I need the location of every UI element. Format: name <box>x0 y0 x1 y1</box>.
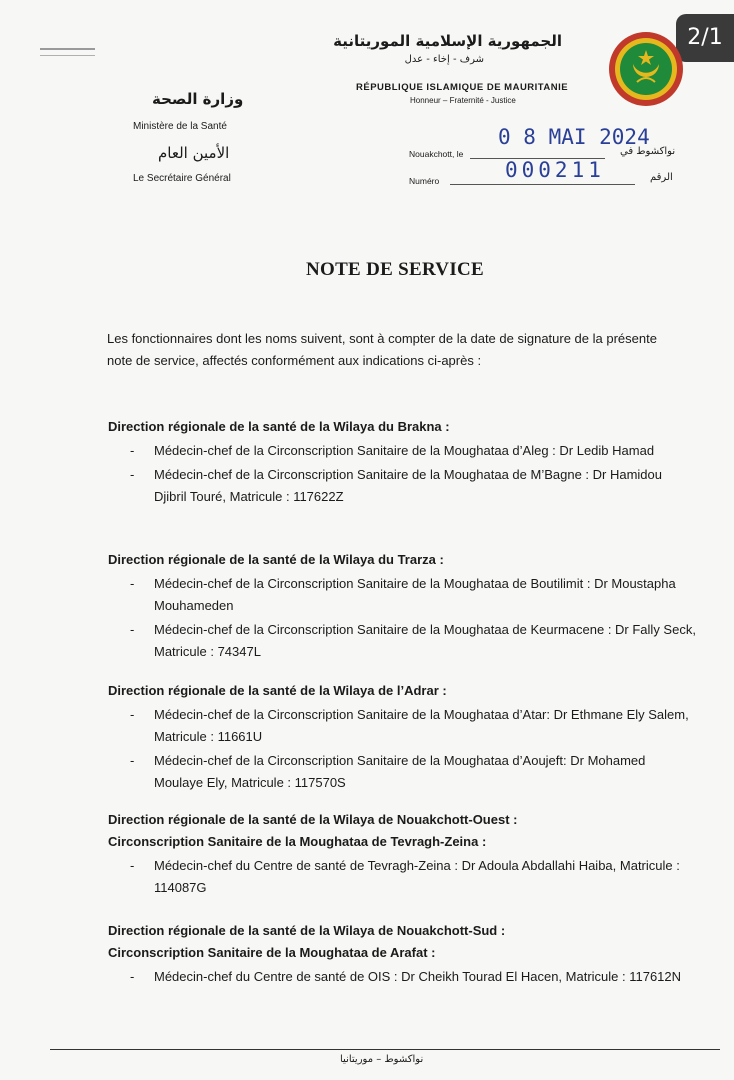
list-item-text: Médecin-chef de la Circonscription Sanitaire de la Moughataa d’Atar: Dr Ethmane Ely Salem, Matricule : 11661U <box>154 707 689 744</box>
arabic-ministry: وزارة الصحة <box>152 90 244 108</box>
arabic-secretary: الأمين العام <box>158 144 230 162</box>
intro-paragraph: Les fonctionnaires dont les noms suivent, sont à compter de la date de signature de la présente note de service, affectés conformément aux indications ci-après : <box>107 331 657 368</box>
section-heading: Direction régionale de la santé de la Wilaya du Trarza : <box>108 552 444 567</box>
document-title: NOTE DE SERVICE <box>305 259 485 280</box>
bullet-dash: - <box>130 969 135 984</box>
arabic-number-label: الرقم <box>650 172 673 183</box>
section-adrar <box>108 680 698 794</box>
decorative-rule <box>40 55 95 56</box>
section-subheading: Circonscription Sanitaire de la Moughataa de Tevragh-Zeina : <box>108 834 487 849</box>
bullet-dash: - <box>130 467 135 482</box>
date-stamp: 0 8 MAI 2024 <box>498 125 650 149</box>
list-item <box>108 573 698 617</box>
bullet-dash: - <box>130 622 135 637</box>
list-item <box>108 966 698 988</box>
secretary-title: Le Secrétaire Général <box>133 173 231 184</box>
list-item <box>108 704 698 748</box>
arabic-place-label: نواكشوط في <box>620 146 676 157</box>
section-brakna <box>108 416 698 508</box>
list-item-text: Médecin-chef du Centre de santé de Tevragh-Zeina : Dr Adoula Abdallahi Haiba, Matricule : 114087G <box>154 858 680 895</box>
bullet-dash: - <box>130 443 135 458</box>
list-item <box>108 464 698 508</box>
number-label: Numéro <box>409 176 440 186</box>
list-item-text: Médecin-chef de la Circonscription Sanitaire de la Moughataa d’Aoujeft: Dr Mohamed Moulaye Ely, Matricule : 117570S <box>154 753 646 790</box>
republic-title: RÉPUBLIQUE ISLAMIQUE DE MAURITANIE <box>356 82 569 93</box>
list-item-text: Médecin-chef de la Circonscription Sanitaire de la Moughataa d’Aleg : Dr Ledib Hamad <box>154 443 655 458</box>
list-item <box>108 619 698 663</box>
section-heading: Direction régionale de la santé de la Wilaya du Brakna : <box>108 419 450 434</box>
ministry-name: Ministère de la Santé <box>133 121 227 132</box>
place-label: Nouakchott, le <box>409 149 464 159</box>
section-heading: Direction régionale de la santé de la Wilaya de Nouakchott-Sud : <box>108 923 506 938</box>
decorative-rule <box>40 48 95 50</box>
footer-address: نواكشوط – موريتانيا <box>340 1054 424 1065</box>
section-nouakchott-sud <box>108 920 698 988</box>
footer-rule <box>50 1049 720 1050</box>
list-item-text: Médecin-chef de la Circonscription Sanitaire de la Moughataa de Boutilimit : Dr Moustapha Mouhameden <box>154 576 676 613</box>
section-heading: Direction régionale de la santé de la Wilaya de Nouakchott-Ouest : <box>108 812 518 827</box>
list-item-text: Médecin-chef du Centre de santé de OIS : Dr Cheikh Tourad El Hacen, Matricule : 117612N <box>154 969 682 984</box>
motto: Honneur – Fraternité - Justice <box>410 96 516 105</box>
list-item-text: Médecin-chef de la Circonscription Sanitaire de la Moughataa de Keurmacene : Dr Fally Seck, Matricule : 74347L <box>154 622 696 659</box>
list-item-text: Médecin-chef de la Circonscription Sanitaire de la Moughataa de M’Bagne : Dr Hamidou Djibril Touré, Matricule : 117622Z <box>154 467 662 504</box>
arabic-republic-title: الجمهورية الإسلامية الموريتانية <box>333 32 562 50</box>
section-heading: Direction régionale de la santé de la Wilaya de l’Adrar : <box>108 683 447 698</box>
list-item <box>108 750 698 794</box>
number-line <box>450 184 635 185</box>
bullet-dash: - <box>130 858 135 873</box>
bullet-dash: - <box>130 707 135 722</box>
bullet-dash: - <box>130 753 135 768</box>
list-item <box>108 855 698 899</box>
section-trarza <box>108 549 698 663</box>
page-indicator-badge: 2/1 <box>676 14 734 62</box>
list-item <box>108 440 698 462</box>
bullet-dash: - <box>130 576 135 591</box>
section-subheading: Circonscription Sanitaire de la Moughataa de Arafat : <box>108 945 436 960</box>
section-nouakchott-ouest <box>108 809 698 899</box>
number-stamp: 000211 <box>505 158 605 182</box>
mauritania-emblem-icon <box>607 30 685 108</box>
arabic-motto: شرف - إخاء - عدل <box>404 54 484 65</box>
